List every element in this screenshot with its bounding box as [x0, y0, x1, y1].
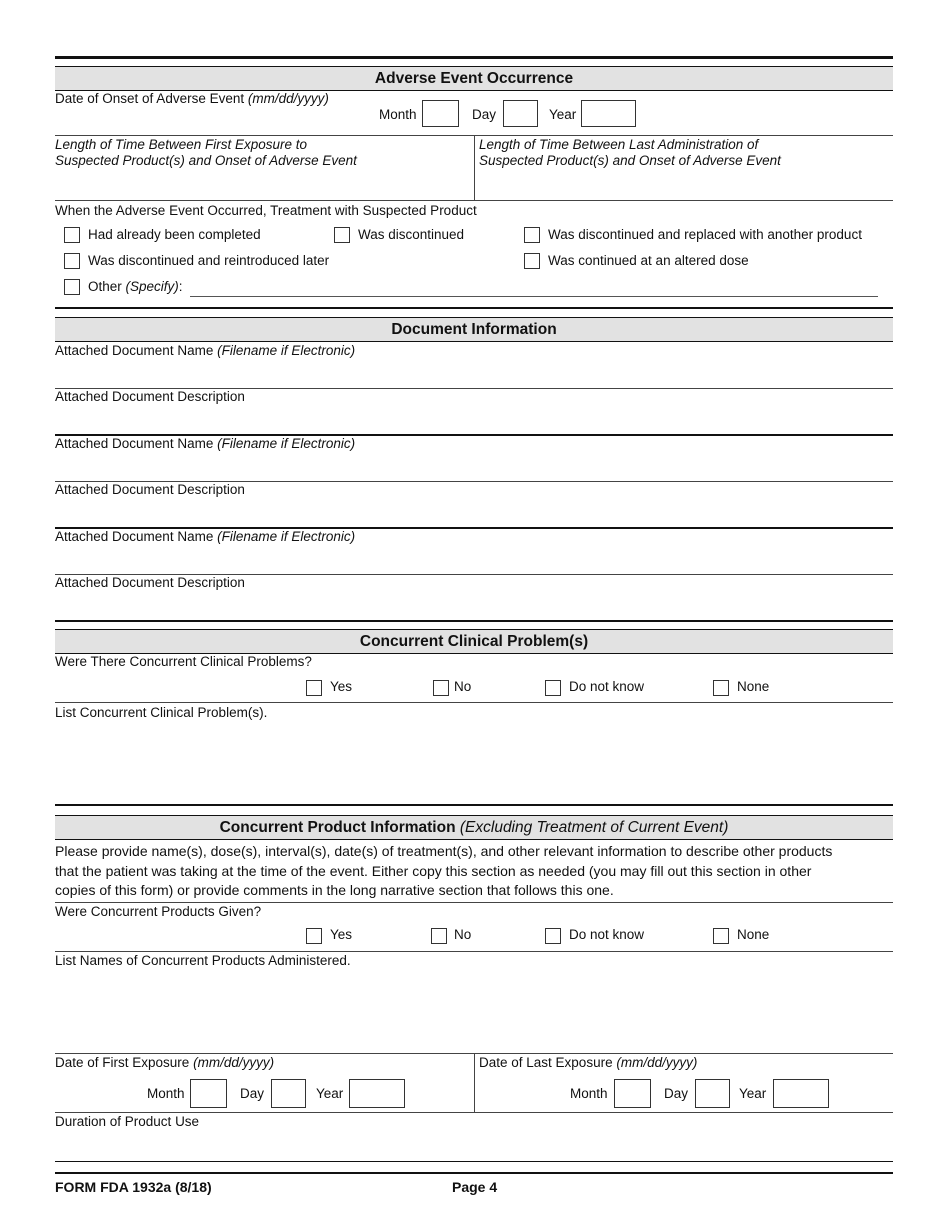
section-rule [55, 620, 893, 622]
clinical-do-not-know-label: Do not know [569, 679, 645, 694]
onset-day-input[interactable] [503, 100, 538, 127]
footer-rule [55, 1172, 893, 1174]
discontinued-reintroduced-checkbox[interactable] [64, 253, 80, 269]
adverse-event-header: Adverse Event Occurrence [55, 66, 893, 91]
doc1-description-label: Attached Document Description [55, 389, 245, 404]
first-exposure-month-input[interactable] [190, 1079, 227, 1108]
first-exposure-year-label: Year [316, 1086, 344, 1101]
section-rule [55, 307, 893, 309]
onset-month-label: Month [379, 107, 417, 122]
clinical-problems-header: Concurrent Clinical Problem(s) [55, 629, 893, 654]
clinical-list-label: List Concurrent Clinical Problem(s). [55, 705, 268, 720]
doc1-name-label: Attached Document Name (Filename if Electronic) [55, 343, 356, 358]
document-info-header: Document Information [55, 317, 893, 342]
first-exposure-day-label: Day [240, 1086, 265, 1101]
products-no-checkbox[interactable] [431, 928, 447, 944]
doc3-name-label: Attached Document Name (Filename if Electronic) [55, 529, 356, 544]
products-do-not-know-label: Do not know [569, 927, 645, 942]
last-exposure-year-label: Year [739, 1086, 767, 1101]
divider [55, 951, 893, 952]
products-yes-checkbox[interactable] [306, 928, 322, 944]
products-question: Were Concurrent Products Given? [55, 904, 262, 919]
last-admin-length-label: Length of Time Between Last Administration of Suspected Product(s) and Onset of Adverse Event [479, 137, 781, 168]
page-number: Page 4 [452, 1179, 498, 1195]
clinical-no-checkbox[interactable] [433, 680, 449, 696]
onset-day-label: Day [472, 107, 497, 122]
form-id: FORM FDA 1932a (8/18) [55, 1179, 212, 1195]
other-specify-input[interactable] [190, 296, 878, 297]
products-none-label: None [737, 927, 770, 942]
onset-year-input[interactable] [581, 100, 636, 127]
discontinued-checkbox[interactable] [334, 227, 350, 243]
duration-label: Duration of Product Use [55, 1114, 200, 1129]
doc2-description-label: Attached Document Description [55, 482, 245, 497]
completed-checkbox[interactable] [64, 227, 80, 243]
clinical-yes-checkbox[interactable] [306, 680, 322, 696]
first-exposure-length-input[interactable] [55, 170, 469, 198]
altered-dose-checkbox[interactable] [524, 253, 540, 269]
first-exposure-year-input[interactable] [349, 1079, 405, 1108]
divider [55, 702, 893, 703]
divider [55, 1112, 893, 1113]
other-label: Other (Specify): [88, 279, 183, 294]
completed-label: Had already been completed [88, 227, 261, 242]
onset-year-label: Year [549, 107, 577, 122]
clinical-no-label: No [454, 679, 472, 694]
duration-input[interactable] [55, 1133, 893, 1159]
products-do-not-know-checkbox[interactable] [545, 928, 561, 944]
clinical-question: Were There Concurrent Clinical Problems? [55, 654, 312, 669]
discontinued-label: Was discontinued [358, 227, 465, 242]
top-rule [55, 56, 893, 59]
last-admin-length-input[interactable] [479, 170, 889, 198]
treatment-question: When the Adverse Event Occurred, Treatment with Suspected Product [55, 203, 477, 218]
last-exposure-month-input[interactable] [614, 1079, 651, 1108]
divider [55, 902, 893, 903]
products-list-label: List Names of Concurrent Products Administered. [55, 953, 351, 968]
last-exposure-date-label: Date of Last Exposure (mm/dd/yyyy) [479, 1055, 698, 1070]
last-exposure-day-label: Day [664, 1086, 689, 1101]
products-list-input[interactable] [55, 972, 893, 1052]
clinical-list-input[interactable] [55, 724, 893, 802]
products-none-checkbox[interactable] [713, 928, 729, 944]
other-checkbox[interactable] [64, 279, 80, 295]
last-exposure-year-input[interactable] [773, 1079, 829, 1108]
products-no-label: No [454, 927, 472, 942]
clinical-do-not-know-checkbox[interactable] [545, 680, 561, 696]
doc3-description-label: Attached Document Description [55, 575, 245, 590]
divider [474, 135, 475, 200]
concurrent-product-header: Concurrent Product Information (Excluding Treatment of Current Event) [55, 815, 893, 840]
last-exposure-month-label: Month [570, 1086, 608, 1101]
first-exposure-length-label: Length of Time Between First Exposure to Suspected Product(s) and Onset of Adverse Event [55, 137, 357, 168]
section-rule [55, 804, 893, 806]
divider [55, 200, 893, 201]
onset-month-input[interactable] [422, 100, 459, 127]
discontinued-replaced-label: Was discontinued and replaced with another product [548, 227, 862, 242]
products-yes-label: Yes [330, 927, 353, 942]
first-exposure-date-label: Date of First Exposure (mm/dd/yyyy) [55, 1055, 275, 1070]
footer-rule [55, 1161, 893, 1162]
altered-dose-label: Was continued at an altered dose [548, 253, 749, 268]
first-exposure-day-input[interactable] [271, 1079, 306, 1108]
first-exposure-month-label: Month [147, 1086, 185, 1101]
discontinued-reintroduced-label: Was discontinued and reintroduced later [88, 253, 330, 268]
product-instructions: Please provide name(s), dose(s), interval(s), date(s) of treatment(s), and other relevant information to describe other products that the patient was taking at the time of the event. Either copy this section as needed (you may fill out this section in other copies of this form) or provide comments in the long narrative section that follows this one. [55, 843, 833, 898]
doc2-name-label: Attached Document Name (Filename if Electronic) [55, 436, 356, 451]
clinical-none-checkbox[interactable] [713, 680, 729, 696]
clinical-yes-label: Yes [330, 679, 353, 694]
onset-date-label: Date of Onset of Adverse Event (mm/dd/yyyy) [55, 91, 329, 106]
divider [474, 1053, 475, 1112]
last-exposure-day-input[interactable] [695, 1079, 730, 1108]
discontinued-replaced-checkbox[interactable] [524, 227, 540, 243]
clinical-none-label: None [737, 679, 770, 694]
